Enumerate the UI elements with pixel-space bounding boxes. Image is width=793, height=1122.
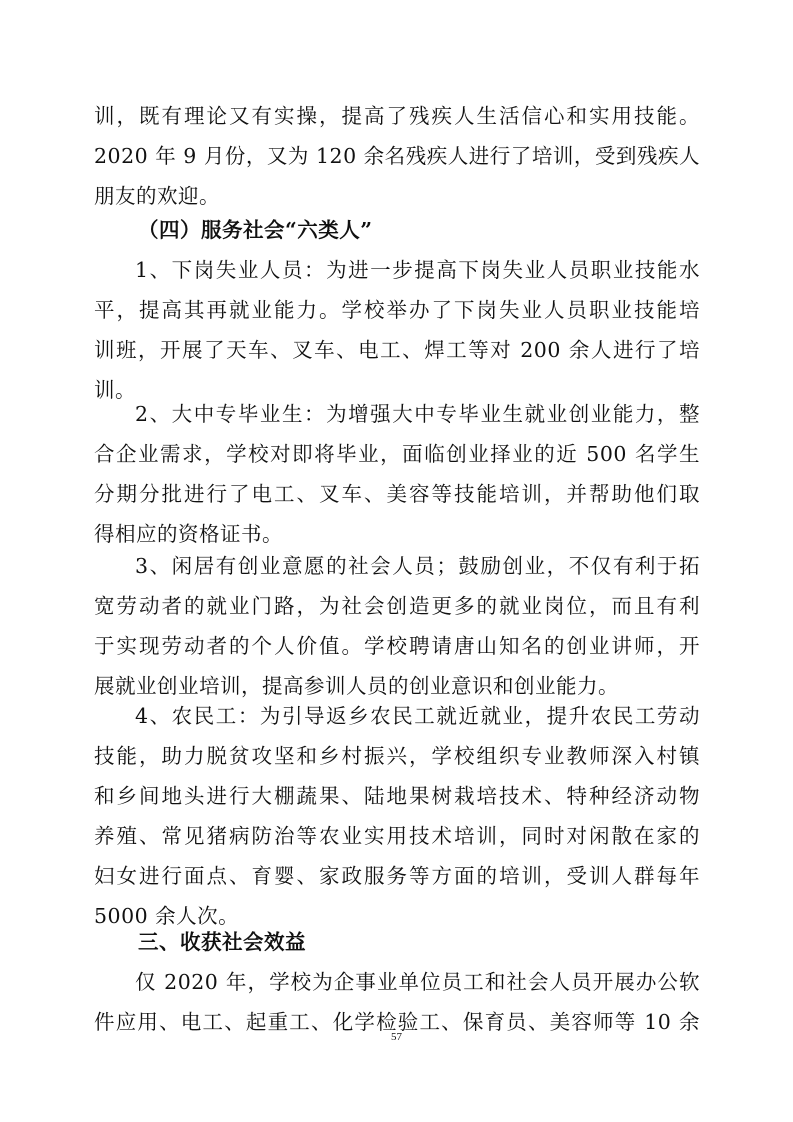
- page-number: 57: [391, 1031, 402, 1043]
- text-line: 1、下岗失业人员：为进一步提高下岗失业人员职业技能水: [135, 258, 700, 282]
- text-line: 训班，开展了天车、叉车、电工、焊工等对 200 余人进行了培: [94, 338, 700, 362]
- text-line: 得相应的资格证书。: [94, 522, 283, 546]
- section-heading-3: 三、收获社会效益: [138, 930, 306, 954]
- text-line: 训，既有理论又有实操，提高了残疾人生活信心和实用技能。: [94, 104, 700, 128]
- text-line: 5000 余人次。: [94, 904, 240, 928]
- text-line: 2、大中专毕业生：为增强大中专毕业生就业创业能力，整: [135, 402, 700, 426]
- text-line: 分期分批进行了电工、叉车、美容等技能培训，并帮助他们取: [94, 482, 700, 506]
- text-line: 仅 2020 年，学校为企事业单位员工和社会人员开展办公软: [135, 970, 700, 994]
- section-heading-4: （四）服务社会“六类人”: [138, 218, 373, 242]
- paragraph-item-3: [94, 546, 700, 706]
- paragraph-item-4: [94, 696, 700, 936]
- text-line: 于实现劳动者的个人价值。学校聘请唐山知名的创业讲师，开: [94, 634, 700, 658]
- text-line: 4、农民工：为引导返乡农民工就近就业，提升农民工劳动: [135, 704, 700, 728]
- text-line: 技能，助力脱贫攻坚和乡村振兴，学校组织专业教师深入村镇: [94, 744, 700, 768]
- paragraph-item-2: [94, 394, 700, 554]
- paragraph-item-1: [94, 250, 700, 410]
- text-line: 和乡间地头进行大棚蔬果、陆地果树栽培技术、特种经济动物: [94, 784, 700, 808]
- text-line: 2020 年 9 月份，又为 120 余名残疾人进行了培训，受到残疾人: [94, 144, 700, 168]
- text-line: 3、闲居有创业意愿的社会人员；鼓励创业，不仅有利于拓: [135, 554, 700, 578]
- text-line: 宽劳动者的就业门路，为社会创造更多的就业岗位，而且有利: [94, 594, 700, 618]
- paragraph-intro: [94, 96, 700, 216]
- text-line: 训。: [94, 378, 136, 402]
- text-line: 展就业创业培训，提高参训人员的创业意识和创业能力。: [94, 674, 619, 698]
- text-line: 合企业需求，学校对即将毕业，面临创业择业的近 500 名学生: [94, 442, 700, 466]
- text-line: 平，提高其再就业能力。学校举办了下岗失业人员职业技能培: [94, 298, 700, 322]
- text-line: 养殖、常见猪病防治等农业实用技术培训，同时对闲散在家的: [94, 824, 700, 848]
- text-line: 件应用、电工、起重工、化学检验工、保育员、美容师等 10 余: [94, 1010, 700, 1034]
- text-line: 妇女进行面点、育婴、家政服务等方面的培训，受训人群每年: [94, 864, 700, 888]
- text-line: 朋友的欢迎。: [94, 184, 220, 208]
